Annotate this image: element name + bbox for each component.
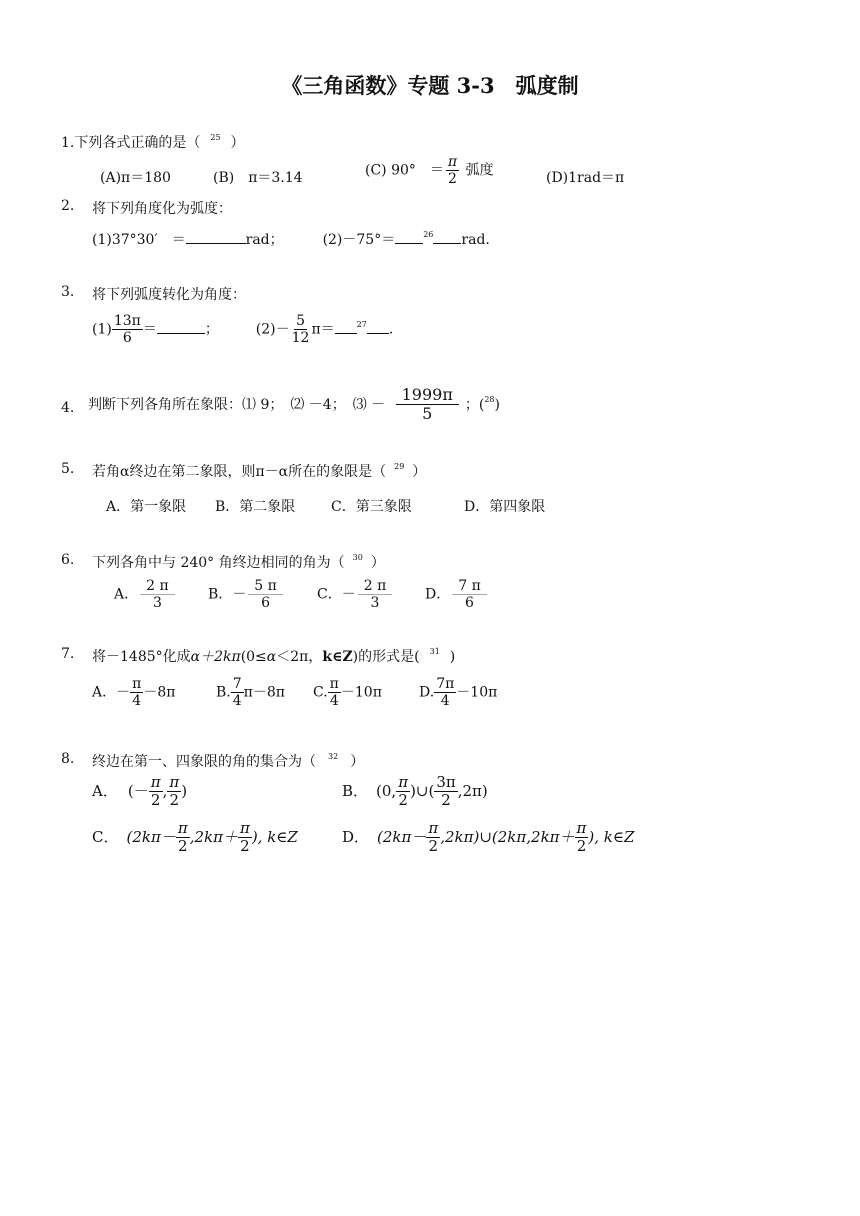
- option-d-fraction: [434, 676, 456, 709]
- page-title: 《三角函数》专题 3-3 弧度制: [281, 73, 579, 98]
- part-1-text: (1)37°30′ ＝: [92, 232, 186, 248]
- fraction-denominator: 6: [465, 595, 474, 612]
- option-b-fraction-2: [434, 774, 457, 810]
- answer-blank[interactable]: [186, 231, 246, 244]
- question-4-text: 判断下列各角所在象限：⑴ 9； ⑵ －4； ⑶ －: [88, 396, 386, 413]
- option-a-label: A．: [92, 781, 118, 800]
- question-1-mark: 25: [210, 133, 221, 142]
- question-1-option-d: (D)1rad＝π: [546, 170, 625, 186]
- fraction-numerator: 3π: [436, 773, 456, 791]
- question-1-close: ）: [230, 135, 245, 151]
- part-1-fraction: [112, 313, 143, 346]
- option-d-close: ), k∈Z: [588, 827, 635, 846]
- option-a-fraction-1: [149, 774, 163, 810]
- question-1-text: 1.下列各式正确的是（: [61, 135, 201, 151]
- fraction-denominator: 2: [240, 837, 250, 856]
- fraction-denominator: 5: [422, 404, 433, 424]
- question-2-mark: 26: [423, 230, 434, 239]
- fraction-denominator: 2: [169, 791, 180, 810]
- fraction-numerator: 5: [296, 313, 305, 329]
- fraction-numerator: 2 π: [358, 578, 393, 595]
- question-7-text-g: )的形式是(: [352, 649, 420, 665]
- option-a-fraction: [140, 578, 175, 611]
- question-6-option-b: [208, 578, 285, 611]
- option-d-fraction: [452, 578, 487, 611]
- fraction-numerator: 2 π: [140, 578, 175, 595]
- question-7-option-c: [313, 676, 382, 709]
- question-5-option-c: C．第三象限: [331, 499, 412, 515]
- fraction-denominator: 6: [122, 330, 132, 347]
- option-d-label: D.: [419, 684, 435, 701]
- question-6-mark: 30: [352, 553, 363, 562]
- fraction-numerator: 7 π: [452, 578, 487, 595]
- option-c-label: C.: [313, 684, 328, 701]
- option-d-suffix: －10π: [456, 684, 498, 701]
- option-c-fraction-1: [176, 820, 190, 856]
- question-7-mark: 31: [429, 647, 440, 656]
- option-c-fraction: [328, 676, 341, 709]
- question-5-option-b: B．第二象限: [215, 499, 296, 515]
- option-d-middle: ,2kπ)∪(2kπ,2kπ＋: [440, 827, 575, 846]
- fraction-numerator: π: [398, 773, 409, 791]
- question-8-text: 终边在第一、四象限的角的集合为（: [92, 754, 316, 770]
- question-7-option-a: [92, 676, 175, 709]
- fraction-denominator: 2: [428, 837, 439, 856]
- fraction-denominator: 2: [576, 837, 587, 856]
- option-b-label: B．: [342, 781, 369, 800]
- option-c-label: C．: [92, 827, 119, 846]
- fraction-numerator: π: [576, 819, 587, 837]
- fraction-denominator: 3: [152, 595, 162, 612]
- option-c-fraction-2: [238, 820, 252, 856]
- question-6-number: 6.: [61, 552, 75, 568]
- question-6-stem: [92, 552, 385, 572]
- question-5-text: 若角α终边在第二象限，则π－α所在的象限是（: [92, 464, 387, 480]
- question-8-option-d: [342, 820, 634, 856]
- question-1-option-c: [365, 154, 494, 187]
- question-8-mark: 32: [328, 752, 339, 761]
- option-b-label: B.: [216, 684, 231, 701]
- option-b-fraction: [231, 676, 244, 709]
- fraction-numerator: π: [447, 154, 458, 170]
- question-4-mark: 28: [484, 394, 495, 404]
- fraction-denominator: 2: [177, 837, 188, 856]
- question-7-text-b: α＋2kπ: [190, 649, 241, 665]
- question-7-close: ): [449, 649, 456, 665]
- question-7-text-e: ＜2π，: [276, 649, 323, 665]
- fraction-denominator: 2: [150, 791, 161, 810]
- question-4-number: 4.: [61, 400, 75, 416]
- question-1-option-b: (B) π＝3.14: [213, 170, 303, 186]
- question-1-stem: [61, 132, 245, 152]
- option-c-prefix: (C) 90° ＝: [365, 162, 444, 179]
- equals-sign: ＝: [142, 321, 157, 338]
- question-3-mark: 27: [356, 319, 367, 329]
- question-8-number: 8.: [61, 751, 75, 767]
- part-2-fraction: [290, 313, 312, 346]
- question-5-close: ）: [412, 464, 427, 480]
- fraction-denominator: 4: [329, 693, 339, 710]
- fraction-denominator: 12: [291, 330, 310, 347]
- fraction-denominator: 4: [232, 693, 242, 710]
- option-b-fraction: [248, 578, 283, 611]
- question-1-option-a: (A)π＝180: [100, 170, 171, 186]
- question-7-option-d: [419, 676, 497, 709]
- fraction-numerator: π: [428, 819, 439, 837]
- fraction-numerator: π: [329, 676, 339, 692]
- part-2-text: (2)－75°＝: [322, 232, 396, 248]
- question-6-text: 下列各角中与 240° 角终边相同的角为（: [92, 555, 345, 571]
- comma: ,: [162, 781, 168, 800]
- option-b-union: )∪(: [410, 781, 435, 800]
- option-b-close: ,2π): [457, 781, 488, 800]
- fraction-numerator: 7: [232, 676, 242, 692]
- question-6-option-d: [425, 578, 489, 611]
- question-2-parts: [92, 229, 490, 249]
- fraction-denominator: 2: [441, 791, 451, 810]
- answer-blank[interactable]: [157, 321, 205, 334]
- question-4-end: ；(: [464, 396, 485, 413]
- option-a-open: (－: [127, 781, 149, 800]
- question-8-close: ）: [350, 754, 365, 770]
- question-2-stem: 将下列角度化为弧度：: [92, 201, 232, 217]
- question-6-option-c: [317, 578, 394, 611]
- question-7-number: 7.: [61, 646, 75, 662]
- fraction-denominator: 4: [132, 693, 142, 710]
- option-c-fraction: [446, 154, 459, 187]
- option-b-suffix: π－8π: [243, 684, 285, 701]
- fraction-numerator: 5 π: [248, 578, 283, 595]
- option-b-fraction-1: [396, 774, 410, 810]
- question-7-option-b: [216, 676, 285, 709]
- question-7-stem: [92, 646, 455, 666]
- question-8-option-b: [342, 774, 488, 810]
- option-c-close: ), k∈Z: [251, 827, 298, 846]
- fraction-denominator: 4: [440, 693, 450, 710]
- answer-blank[interactable]: [433, 231, 461, 244]
- question-5-mark: 29: [394, 462, 405, 471]
- question-4-stem: [88, 386, 500, 424]
- fraction-numerator: π: [239, 819, 250, 837]
- part-2-end: .: [388, 321, 394, 338]
- question-7-text-a: 将－1485°化成: [92, 649, 191, 665]
- part-2-label: (2)－: [255, 321, 290, 338]
- fraction-numerator: π: [150, 773, 161, 791]
- option-c-middle: ,2kπ＋: [189, 827, 238, 846]
- option-c-label: C．－: [317, 586, 356, 603]
- question-4-close: ): [494, 396, 500, 413]
- answer-blank[interactable]: [335, 321, 357, 334]
- option-d-label: D．: [425, 586, 451, 603]
- part-1-end: ；: [204, 321, 219, 338]
- question-2-number: 2.: [61, 198, 75, 214]
- option-b-open: (0,: [376, 781, 397, 800]
- option-a-fraction-2: [167, 774, 181, 810]
- question-8-stem: [92, 751, 364, 771]
- question-6-option-a: [114, 578, 177, 611]
- part-1-label: (1): [92, 321, 112, 338]
- question-5-option-a: A．第一象限: [106, 499, 187, 515]
- fraction-numerator: 13π: [113, 313, 141, 329]
- question-3-number: 3.: [61, 284, 75, 300]
- question-5-stem: [92, 461, 426, 481]
- option-d-fraction-1: [426, 820, 440, 856]
- question-7-text-c: (0≤: [240, 649, 267, 665]
- option-b-label: B．－: [208, 586, 247, 603]
- question-7-text-f: k∈Z: [322, 649, 353, 665]
- option-a-label: A．－: [92, 684, 131, 701]
- fraction-denominator: 6: [261, 595, 271, 612]
- question-6-close: ）: [370, 555, 385, 571]
- question-5-option-d: D．第四象限: [464, 499, 546, 515]
- option-d-label: D．: [342, 827, 370, 846]
- option-a-close: ): [181, 781, 188, 800]
- option-d-open: (2kπ－: [377, 827, 427, 846]
- question-7-text-d: α: [266, 649, 277, 665]
- question-8-option-a: [92, 774, 187, 810]
- answer-blank[interactable]: [395, 231, 423, 244]
- question-4-fraction: [396, 386, 459, 424]
- option-a-fraction: [130, 676, 143, 709]
- question-3-stem: 将下列弧度转化为角度：: [92, 287, 246, 303]
- question-8-option-c: [92, 820, 298, 856]
- fraction-numerator: 1999π: [396, 386, 459, 405]
- fraction-denominator: 2: [398, 791, 408, 810]
- answer-blank[interactable]: [367, 321, 389, 334]
- fraction-denominator: 2: [448, 171, 457, 188]
- option-a-suffix: －8π: [143, 684, 176, 701]
- question-5-number: 5.: [61, 461, 75, 477]
- question-3-parts: [92, 313, 393, 346]
- option-d-fraction-2: [575, 820, 589, 856]
- option-c-suffix: 弧度: [465, 162, 494, 179]
- part-1-unit: rad；: [245, 232, 284, 248]
- part-2-unit: rad.: [461, 232, 490, 248]
- fraction-numerator: π: [132, 676, 142, 692]
- part-2-equals: π＝: [311, 321, 335, 338]
- fraction-denominator: 3: [370, 595, 380, 612]
- option-c-fraction: [358, 578, 393, 611]
- fraction-numerator: π: [177, 819, 188, 837]
- option-c-open: (2kπ－: [126, 827, 176, 846]
- fraction-numerator: 7π: [436, 676, 455, 692]
- fraction-numerator: π: [169, 773, 180, 791]
- option-c-suffix: －10π: [340, 684, 382, 701]
- option-a-label: A．: [114, 586, 139, 603]
